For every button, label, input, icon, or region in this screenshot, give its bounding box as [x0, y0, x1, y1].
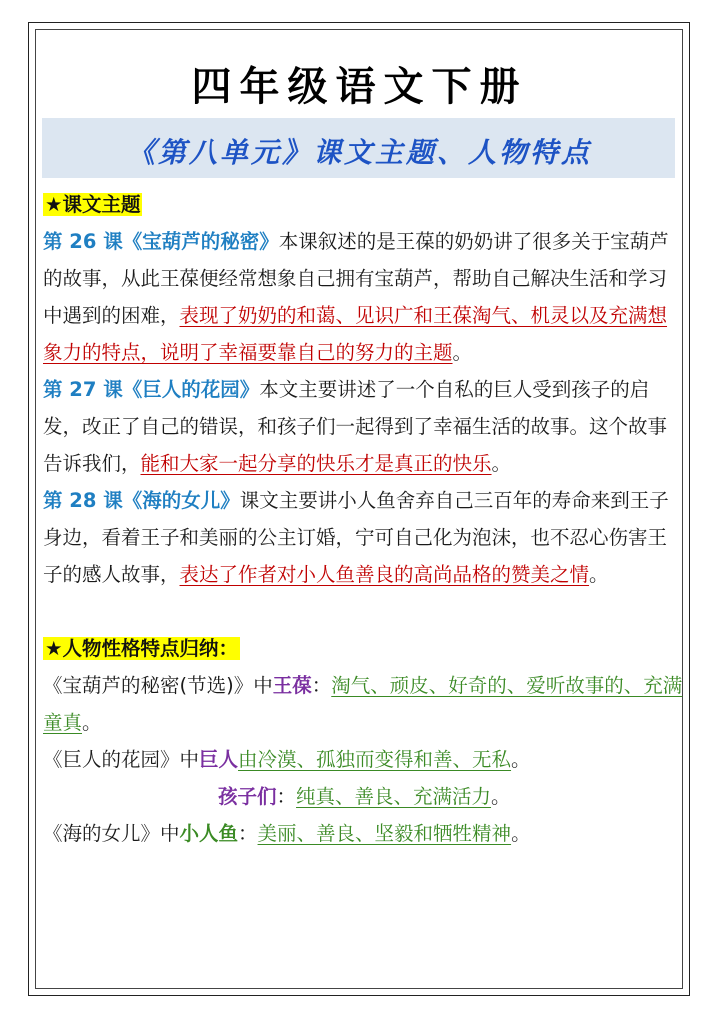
character-name: 巨人 [199, 748, 239, 771]
lesson-label: 第 27 课《巨人的花园》 [43, 378, 260, 401]
character-traits: 淘气、顽皮、好奇的、爱听故事的、充满童真 [43, 674, 683, 734]
character-line: 孩子们：纯真、善良、充满活力。 [218, 785, 511, 808]
page-subtitle: 《第八单元》课文主题、人物特点 [126, 136, 592, 169]
character-traits: 美丽、善良、坚毅和牺牲精神 [257, 822, 512, 845]
lesson-text: 本文主要讲述了一个自私的巨人受到孩子的启发，改正了自己的错误，和孩子们一起得到了幸福生活的故事。这个故事告诉我们， [43, 378, 668, 475]
character-line: 《宝葫芦的秘密(节选)》中王葆：淘气、顽皮、好奇的、爱听故事的、充满童真。 [43, 674, 683, 734]
lesson-text: 课文主要讲小人鱼舍弃自己三百年的寿命来到王子身边，看着王子和美丽的公主订婚，宁可自己化为泡沫，也不忍心伤害王子的感人故事， [43, 489, 669, 586]
lesson-text: 本课叙述的是王葆的奶奶讲了很多关于宝葫芦的故事，从此王葆便经常想象自己拥有宝葫芦，帮助自己解决生活和学习中遇到的困难， [43, 230, 669, 327]
character-traits: 纯真、善良、充满活力 [296, 785, 492, 808]
spacer [43, 593, 683, 630]
character-name: 小人鱼 [179, 822, 239, 845]
section-heading-themes: ★课文主题 [45, 193, 141, 216]
character-line: 《海的女儿》中小人鱼：美丽、善良、坚毅和牺牲精神。 [43, 822, 531, 845]
section-heading-characters: ★人物性格特点归纳： [45, 637, 238, 660]
content-body [43, 186, 683, 852]
lesson-paragraph: 第 27 课《巨人的花园》本文主要讲述了一个自私的巨人受到孩子的启发，改正了自己的错误，和孩子们一起得到了幸福生活的故事。这个故事告诉我们，能和大家一起分享的快乐才是真正的快乐。 [43, 378, 668, 475]
lesson-theme: 表达了作者对小人鱼善良的高尚品格的赞美之情 [179, 563, 590, 586]
character-name: 孩子们 [218, 785, 277, 808]
lesson-label: 第 26 课《宝葫芦的秘密》 [43, 230, 279, 253]
lesson-label: 第 28 课《海的女儿》 [43, 489, 240, 512]
character-traits: 由冷漠、孤独而变得和善、无私 [238, 748, 512, 771]
page-title: 四年级语文下册 [191, 63, 528, 110]
character-line: 《巨人的花园》中巨人由冷漠、孤独而变得和善、无私。 [43, 748, 531, 771]
lesson-paragraph: 第 28 课《海的女儿》课文主要讲小人鱼舍弃自己三百年的寿命来到王子身边，看着王子和美丽的公主订婚，宁可自己化为泡沫，也不忍心伤害王子的感人故事，表达了作者对小人鱼善良的高尚品格的赞美之情。 [43, 489, 669, 586]
lesson-paragraph: 第 26 课《宝葫芦的秘密》本课叙述的是王葆的奶奶讲了很多关于宝葫芦的故事，从此王葆便经常想象自己拥有宝葫芦，帮助自己解决生活和学习中遇到的困难，表现了奶奶的和蔼、见识广和王葆淘气、机灵以及充满想象力的特点，说明了幸福要靠自己的努力的主题。 [43, 230, 669, 364]
lesson-theme: 表现了奶奶的和蔼、见识广和王葆淘气、机灵以及充满想象力的特点，说明了幸福要靠自己的努力的主题 [43, 304, 668, 364]
character-name: 王葆 [272, 674, 312, 697]
lesson-theme: 能和大家一起分享的快乐才是真正的快乐 [140, 452, 492, 475]
